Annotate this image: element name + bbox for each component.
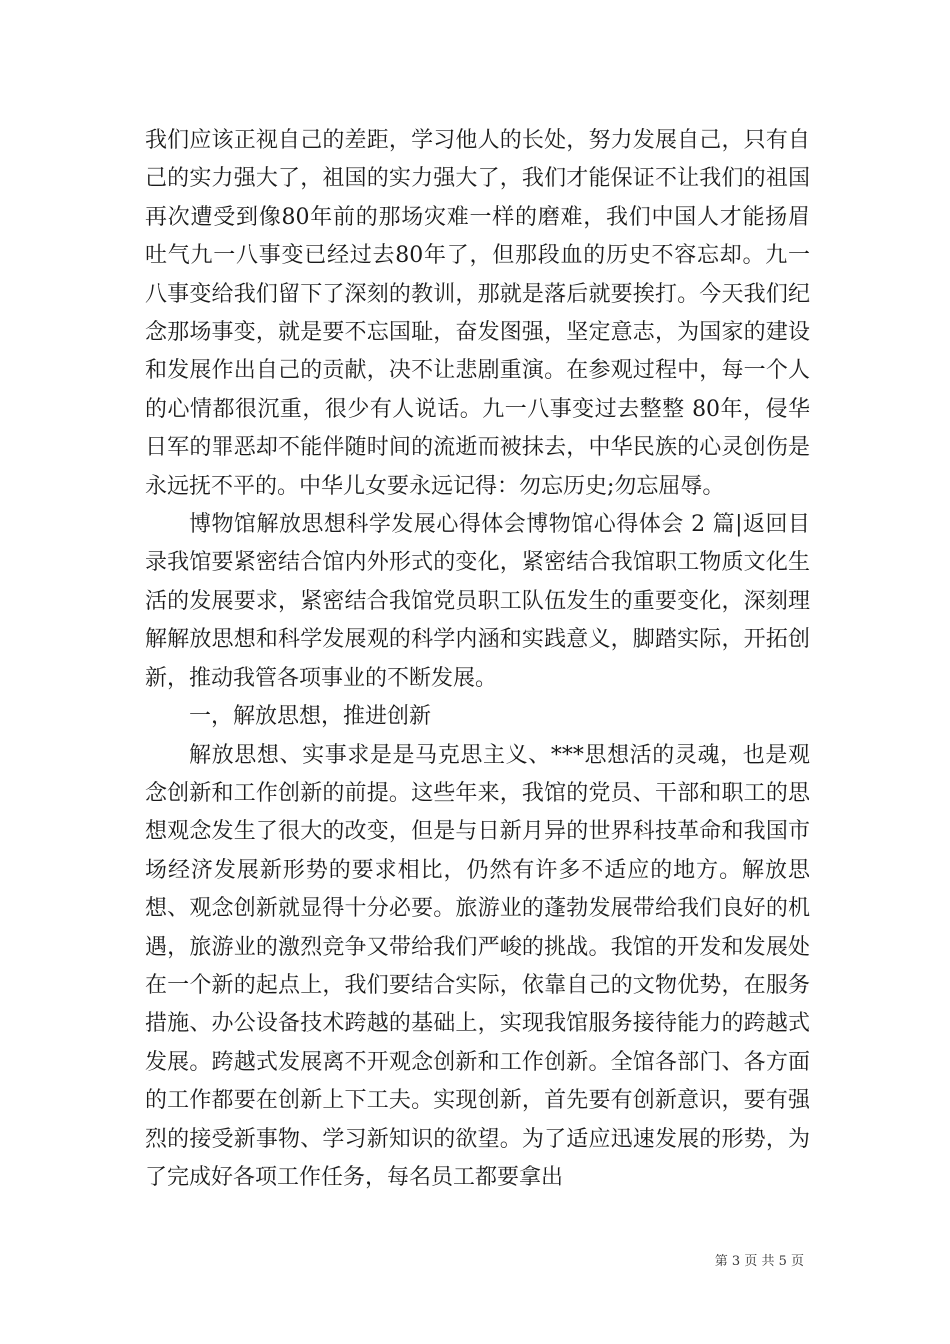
paragraph-3: 解放思想、实事求是是马克思主义、***思想活的灵魂，也是观念创新和工作创新的前提。这些年来，我馆的党员、干部和职工的思想观念发生了很大的改变，但是与日新月异的世界科技革命和我国市场经济发展新形势的要求相比，仍然有许多不适应的地方。解放思想、观念创新就显得十分必要。旅游业的蓬勃发展带给我们良好的机遇，旅游业的激烈竞争又带给我们严峻的挑战。我馆的开发和发展处在一个新的起点上，我们要结合实际，依靠自己的文物优势，在服务措施、办公设备技术跨越的基础上，实现我馆服务接待能力的跨越式发展。跨越式发展离不开观念创新和工作创新。全馆各部门、各方面的工作都要在创新上下工夫。实现创新，首先要有创新意识，要有强烈的接受新事物、学习新知识的欲望。为了适应迅速发展的形势，为了完成好各项工作任务，每名员工都要拿出 (145, 742, 810, 1190)
paragraph-2: 博物馆解放思想科学发展心得体会博物馆心得体会 2 篇|返回目录我馆要紧密结合馆内外形式的变化，紧密结合我馆职工物质文化生活的发展要求，紧密结合我馆党员职工队伍发生的重要变化，深刻理解解放思想和科学发展观的科学内涵和实践意义，脚踏实际，开拓创新，推动我管各项事业的不断发展。 (145, 512, 810, 691)
document-body (145, 122, 810, 1197)
section-heading: 一，解放思想，推进创新 (189, 704, 432, 730)
page-number-footer: 第 3 页 共 5 页 (714, 1254, 804, 1269)
paragraph-1: 我们应该正视自己的差距，学习他人的长处，努力发展自己，只有自己的实力强大了，祖国的实力强大了，我们才能保证不让我们的祖国再次遭受到像80年前的那场灾难一样的磨难，我们中国人才能扬眉吐气九一八事变已经过去80年了，但那段血的历史不容忘却。九一八事变给我们留下了深刻的教训，那就是落后就要挨打。今天我们纪念那场事变，就是要不忘国耻，奋发图强，坚定意志，为国家的建设和发展作出自己的贡献，决不让悲剧重演。在参观过程中，每一个人的心情都很沉重，很少有人说话。九一八事变过去整整 80年，侵华日军的罪恶却不能伴随时间的流逝而被抹去，中华民族的心灵创伤是永远抚不平的。中华儿女要永远记得：勿忘历史;勿忘屈辱。 (145, 128, 810, 499)
